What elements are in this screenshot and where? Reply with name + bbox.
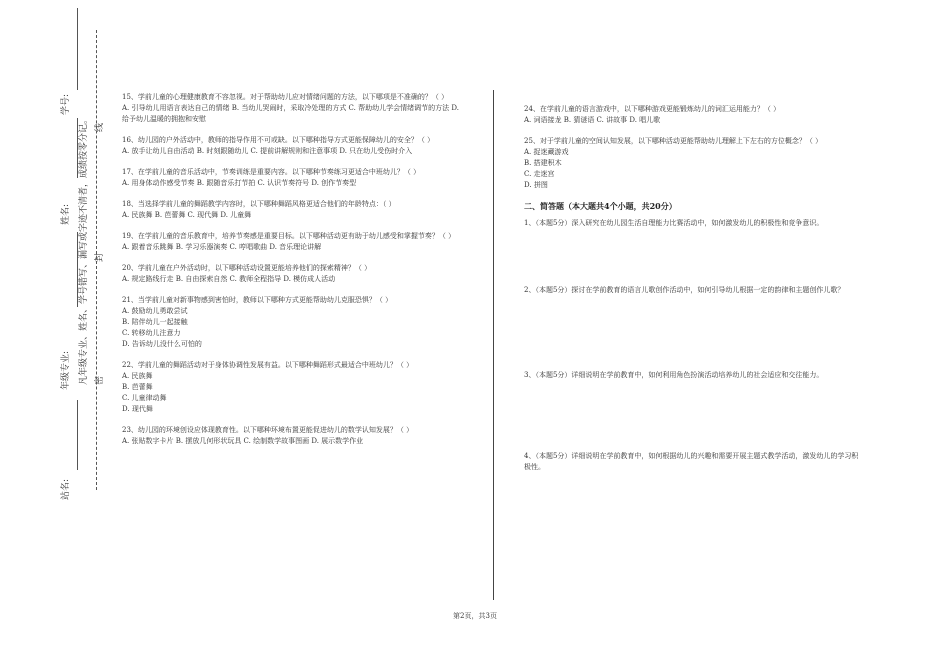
question-option: B. 芭蕾舞 [122, 383, 153, 391]
question-item [122, 199, 460, 221]
question-option: D. 告诉幼儿没什么可怕的 [122, 340, 202, 348]
question-option: A. 引导幼儿用语言表达自己的情绪 B. 当幼儿哭闹时，采取冷处理的方式 C. 帮助幼儿学会情绪调节的方法 D. 给予幼儿温暖的拥抱和安慰 [122, 104, 459, 123]
question-option: A. 放手让幼儿自由活动 B. 时刻跟随幼儿 C. 提前讲解规则和注意事项 D. 只在幼儿受伤时介入 [122, 147, 413, 155]
student-id-label: 学号: [61, 93, 71, 115]
column-divider [493, 90, 494, 600]
question-item [122, 167, 460, 189]
question-item [524, 104, 862, 126]
page-footer: 第2页，共3页 [453, 612, 497, 620]
short-answer-item: 3、（本题5分）详细说明在学前教育中，如何利用角色扮演活动培养幼儿的社会适应和交往能力。 [524, 371, 824, 379]
question-option: A. 张贴数字卡片 B. 摆放几何形状玩具 C. 绘制数学故事图画 D. 展示数学作业 [122, 437, 364, 445]
question-stem: 22、学前儿童的舞蹈活动对于身体协调性发展有益。以下哪种舞蹈形式最适合中班幼儿？（ ） [122, 361, 414, 369]
short-answer-list [524, 218, 862, 473]
question-option: A. 民族舞 [122, 372, 153, 380]
question-option: D. 拼图 [524, 181, 548, 189]
right-questions [524, 104, 862, 191]
seal-xian: 线 [95, 122, 105, 132]
question-option: A. 鼓励幼儿勇敢尝试 [122, 307, 188, 315]
student-id-line [77, 8, 78, 90]
question-item [122, 263, 460, 285]
grade-line [77, 400, 78, 470]
question-option: D. 现代舞 [122, 405, 153, 413]
notice-text: 凡年级专业、姓名、学号错写、漏写或字迹不清者，成绩按零分记。 [79, 114, 89, 385]
question-item [122, 425, 460, 447]
question-stem: 23、幼儿园的环境创设应体现教育性。以下哪种环境布置更能促进幼儿的数学认知发展？（ ） [122, 426, 414, 434]
seal-mi: 密 [95, 375, 105, 385]
grade-label: 年级专业: [61, 350, 71, 390]
section2-title: 二、简答题（本大题共4个小题，共20分） [524, 201, 677, 211]
question-stem: 25、对于学前儿童的空间认知发展，以下哪种活动更能帮助幼儿理解上下左右的方位概念？（ ） [524, 137, 823, 145]
question-stem: 16、幼儿园的户外活动中，教师的指导作用不可或缺。以下哪种指导方式更能保障幼儿的安全？（ ） [122, 136, 435, 144]
question-option: A. 用身体动作感受节奏 B. 跟随音乐打节拍 C. 认识节奏符号 D. 创作节奏型 [122, 179, 357, 187]
seal-dashed-line [96, 30, 97, 490]
question-item [122, 231, 460, 253]
left-column [122, 92, 460, 457]
right-column [524, 104, 862, 473]
site-label: 站名: [61, 478, 71, 500]
binding-margin [0, 0, 110, 672]
question-item [524, 136, 862, 191]
seal-feng: 封 [95, 252, 105, 262]
question-option: A. 捉迷藏游戏 [524, 148, 569, 156]
question-option: A. 词语接龙 B. 猜谜语 C. 讲故事 D. 唱儿歌 [524, 116, 661, 124]
question-option: C. 儿童律动舞 [122, 394, 167, 402]
short-answer-item: 2、（本题5分）探讨在学前教育的语言儿歌创作活动中，如何引导幼儿根据一定的韵律和主题创作儿歌？ [524, 286, 845, 294]
question-stem: 20、学前儿童在户外活动时，以下哪种活动设置更能培养他们的探索精神？（ ） [122, 264, 372, 272]
question-option: A. 民族舞 B. 芭蕾舞 C. 现代舞 D. 儿童舞 [122, 211, 252, 219]
question-option: B. 搭建积木 [524, 159, 562, 167]
question-item [122, 135, 460, 157]
question-item [122, 295, 460, 350]
question-option: C. 转移幼儿注意力 [122, 329, 181, 337]
question-option: B. 陪伴幼儿一起接触 [122, 318, 188, 326]
question-option: A. 跟着音乐跳舞 B. 学习乐器演奏 C. 哼唱歌曲 D. 音乐理论讲解 [122, 243, 322, 251]
question-stem: 15、学前儿童的心理健康教育不容忽视。对于帮助幼儿应对情绪问题的方法，以下哪项是不准确的？（ ） [122, 93, 449, 101]
question-stem: 17、在学前儿童的音乐活动中，节奏训练是重要内容。以下哪种节奏练习更适合中班幼儿？（ ） [122, 168, 421, 176]
short-answer-item: 1、（本题5分）深入研究在幼儿园生活自理能力比赛活动中，如何激发幼儿的积极性和竞争意识。 [524, 219, 824, 227]
question-option: A. 规定路线行走 B. 自由探索自然 C. 教师全程指导 D. 模仿成人活动 [122, 275, 336, 283]
question-item [122, 92, 460, 125]
question-stem: 19、在学前儿童的音乐教育中，培养节奏感是重要目标。以下哪种活动更有助于幼儿感受和掌握节奏？（ ） [122, 232, 456, 240]
short-answer-item: 4、（本题5分）详细说明在学前教育中，如何根据幼儿的兴趣和需要开展主题式教学活动，激发幼儿的学习积极性。 [524, 452, 859, 471]
question-option: C. 走迷宫 [524, 170, 555, 178]
question-stem: 18、当选择学前儿童的舞蹈教学内容时，以下哪种舞蹈风格更适合他们的年龄特点：（ ） [122, 200, 396, 208]
question-item [122, 360, 460, 415]
question-stem: 24、在学前儿童的语言游戏中，以下哪种游戏更能锻炼幼儿的词汇运用能力？（ ） [524, 105, 781, 113]
name-label: 姓名: [61, 203, 71, 225]
question-stem: 21、当学前儿童对新事物感到害怕时，教师以下哪种方式更能帮助幼儿克服恐惧？（ ） [122, 296, 393, 304]
